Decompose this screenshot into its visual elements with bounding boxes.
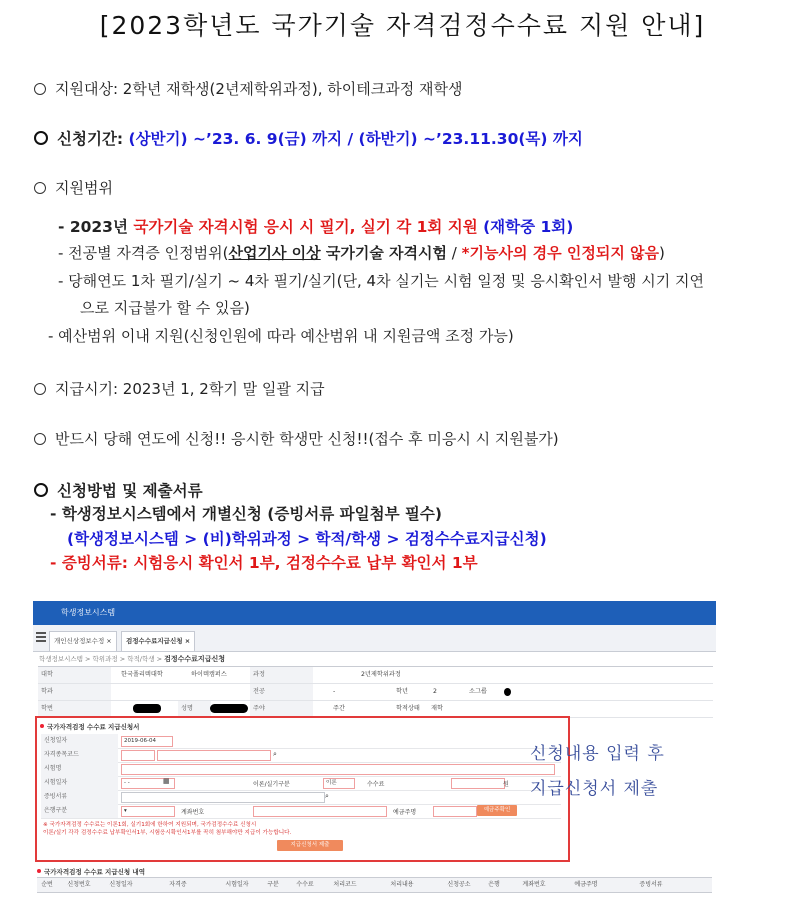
form-title: 국가자격검정 수수료 지급신청서: [40, 722, 139, 731]
scope-item-3: - 당해연도 1차 필기/실기 ~ 4차 필기/실기(단, 4차 실기는 시험 일정 및 응시확인서 발행 시기 지연: [58, 272, 705, 290]
scope-item-1: - 2023년 국가기술 자격시험 응시 시 필기, 실기 각 1회 지원 (재학중 1회): [58, 218, 574, 236]
highlight-box: [35, 716, 570, 862]
method-heading: 신청방법 및 제출서류: [34, 479, 203, 501]
scope-item-3-cont: 으로 지급불가 할 수 있음): [80, 299, 250, 317]
list-title: 국가자격검정 수수료 지급신청 내역: [37, 867, 145, 876]
notice-text: 이론/실기 각각 검정수수료 납부확인서1부, 시험응시확인서1부를 꼭히 첨부해야만 지급이 가능합니다.: [43, 830, 292, 836]
exam-date-input[interactable]: - -: [121, 778, 175, 789]
tab-fee-application[interactable]: 검정수수료지급신청 ×: [121, 631, 195, 651]
redaction-mark: [504, 688, 511, 696]
tab-profile-edit[interactable]: 개인신상정보수정 ×: [49, 631, 117, 651]
calendar-icon[interactable]: ▦: [163, 777, 170, 785]
circle-bullet-icon: [34, 433, 46, 445]
circle-bullet-icon: [34, 483, 48, 497]
info-row: 대학 한국폴리텍대학 하이텍캠퍼스 과정 2년제학위과정: [38, 667, 713, 684]
page-title: [2023학년도 국가기술 자격검정수수료 지원 안내]: [99, 11, 706, 40]
tab-bar: [33, 625, 716, 652]
payment-line: 지급시기: 2023년 1, 2학기 말 일괄 지급: [34, 378, 325, 399]
info-row: 학과 전공 - 학년 2 소그룹: [38, 684, 713, 701]
form-row: 시험일자 - - ▦ 이론/실기구분 이론 수수료 원: [41, 776, 561, 791]
form-row: 증빙서류 ⌕: [41, 790, 561, 805]
fee-input[interactable]: [451, 778, 505, 789]
period-line: 신청기간: (상반기) ~’23. 6. 9(금) 까지 / (하반기) ~’23.11.30(목) 까지: [34, 127, 583, 149]
form-row: 시험명: [41, 762, 561, 777]
submit-application-button[interactable]: 지급신청서 제출: [277, 840, 343, 851]
exam-name-input[interactable]: [121, 764, 555, 775]
menu-icon[interactable]: [36, 632, 46, 642]
depositor-input[interactable]: [433, 806, 477, 817]
apply-date-input[interactable]: 2019-06-04: [121, 736, 173, 747]
target-line: 지원대상: 2학년 재학생(2년제학위과정), 하이테크과정 재학생: [34, 78, 462, 99]
method-item-3: - 증빙서류: 시험응시 확인서 1부, 검정수수료 납부 확인서 1부: [50, 554, 478, 572]
cert-name-input[interactable]: [157, 750, 271, 761]
redaction-mark: [210, 704, 248, 713]
form-row: 신청일자 2019-06-04: [41, 734, 561, 749]
annotation-text: 지급신청서 제출: [530, 779, 659, 799]
notice-text: ※ 국가자격검정 수수료는 이론1회, 실기1회에 한하여 지원되며, 국가검정수수료 신청시: [43, 822, 257, 828]
search-icon[interactable]: ⌕: [325, 792, 329, 800]
app-header: 학생정보시스템: [33, 601, 716, 625]
annotation-text: 신청내용 입력 후: [530, 744, 665, 764]
cert-code-input[interactable]: [121, 750, 155, 761]
scope-item-2: - 전공별 자격증 인정범위(산업기사 이상 국가기술 자격시험 / *기능사의 경우 인정되지 않음): [58, 244, 665, 262]
form-row: 자격종목코드 ⌕: [41, 748, 561, 763]
student-info-table: [38, 666, 713, 718]
circle-bullet-icon: [34, 182, 46, 194]
account-input[interactable]: [253, 806, 387, 817]
method-item-2: (학생정보시스템 > (비)학위과정 > 학적/학생 > 검정수수료지급신청): [67, 530, 547, 548]
scope-heading: 지원범위: [34, 177, 113, 198]
form-row: 은행구분 ▾ 계좌번호 예금주명 예금주확인: [41, 804, 561, 819]
system-screenshot: [33, 601, 716, 907]
bank-select[interactable]: ▾: [121, 806, 175, 817]
redaction-mark: [133, 704, 161, 713]
circle-bullet-icon: [34, 383, 46, 395]
method-item-1: - 학생정보시스템에서 개별신청 (증빙서류 파일첨부 필수): [50, 505, 442, 523]
info-row: 학번 성명 주야 주간 학적상태 재학: [38, 701, 713, 718]
depositor-check-button[interactable]: 예금주확인: [477, 805, 517, 816]
history-table-header: 순번 신청번호 신청일자 자격증 시험일자 구분 수수료 처리코드 처리내용 신청공소 은행 계좌번호 예금주명 증빙서류: [37, 877, 712, 893]
circle-bullet-icon: [34, 131, 48, 145]
attachment-input[interactable]: [121, 792, 325, 803]
search-icon[interactable]: ⌕: [273, 750, 277, 758]
breadcrumb: 학생정보시스템 > 학위과정 > 학적/학생 > 검정수수료지급신청: [39, 655, 225, 663]
circle-bullet-icon: [34, 83, 46, 95]
must-line: 반드시 당해 연도에 신청!! 응시한 학생만 신청!!(접수 후 미응시 시 지원불가): [34, 428, 559, 449]
scope-item-4: - 예산범위 이내 지원(신청인원에 따라 예산범위 내 지원금액 조정 가능): [48, 327, 514, 345]
exam-type-select[interactable]: 이론: [323, 778, 355, 789]
